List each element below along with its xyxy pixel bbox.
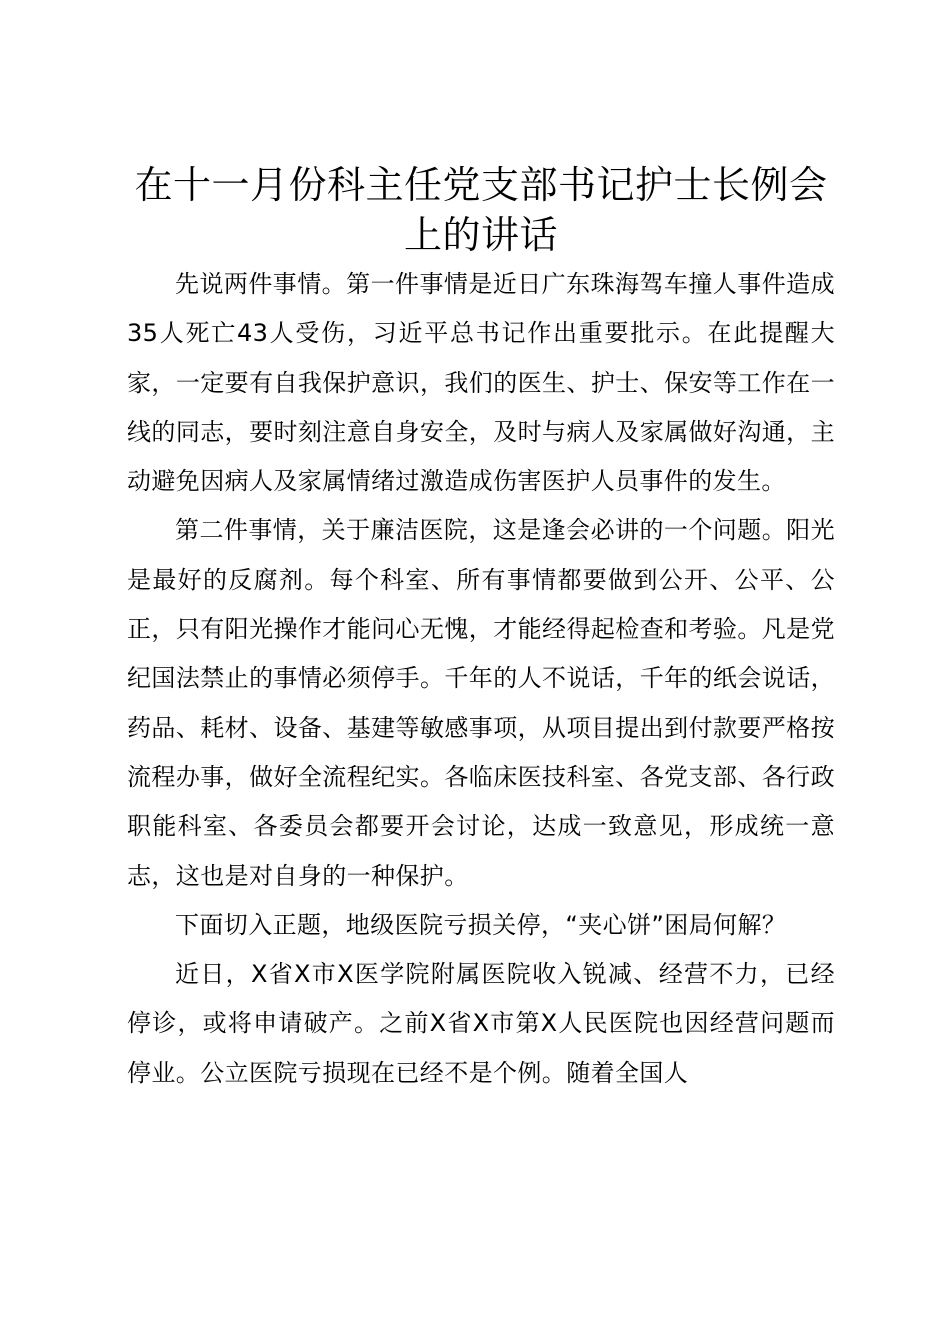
paragraph-2: 第二件事情，关于廉洁医院，这是逢会必讲的一个问题。阳光是最好的反腐剂。每个科室、所有事情都要做到公开、公平、公正，只有阳光操作才能问心无愧，才能经得起检查和考验。凡是党纪国法禁止的事情必须停手。千年的人不说话，千年的纸会说话，药品、耗材、设备、基建等敏感事项，从项目提出到付款要严格按流程办事，做好全流程纪实。各临床医技科室、各党支部、各行政职能科室、各委员会都要开会讨论，达成一致意见，形成统一意志，这也是对自身的一种保护。 [127, 516, 835, 890]
paragraph-4: 近日，X省X市X医学院附属医院收入锐减、经营不力，已经停诊，或将申请破产。之前X省X市第X人民医院也因经营问题而停业。公立医院亏损现在已经不是个例。随着全国人 [127, 960, 835, 1087]
document-page [127, 160, 835, 1098]
document-title: 在十一月份科主任党支部书记护士长例会上的讲话 [134, 163, 828, 257]
paragraph-3: 下面切入正题，地级医院亏损关停，“夹心饼”困局何解？ [175, 910, 787, 939]
paragraph-1: 先说两件事情。第一件事情是近日广东珠海驾车撞人事件造成35人死亡43人受伤，习近平总书记作出重要批示。在此提醒大家，一定要有自我保护意识，我们的医生、护士、保安等工作在一线的同志，要时刻注意自身安全，及时与病人及家属做好沟通，主动避免因病人及家属情绪过激造成伤害医护人员事件的发生。 [127, 270, 835, 496]
